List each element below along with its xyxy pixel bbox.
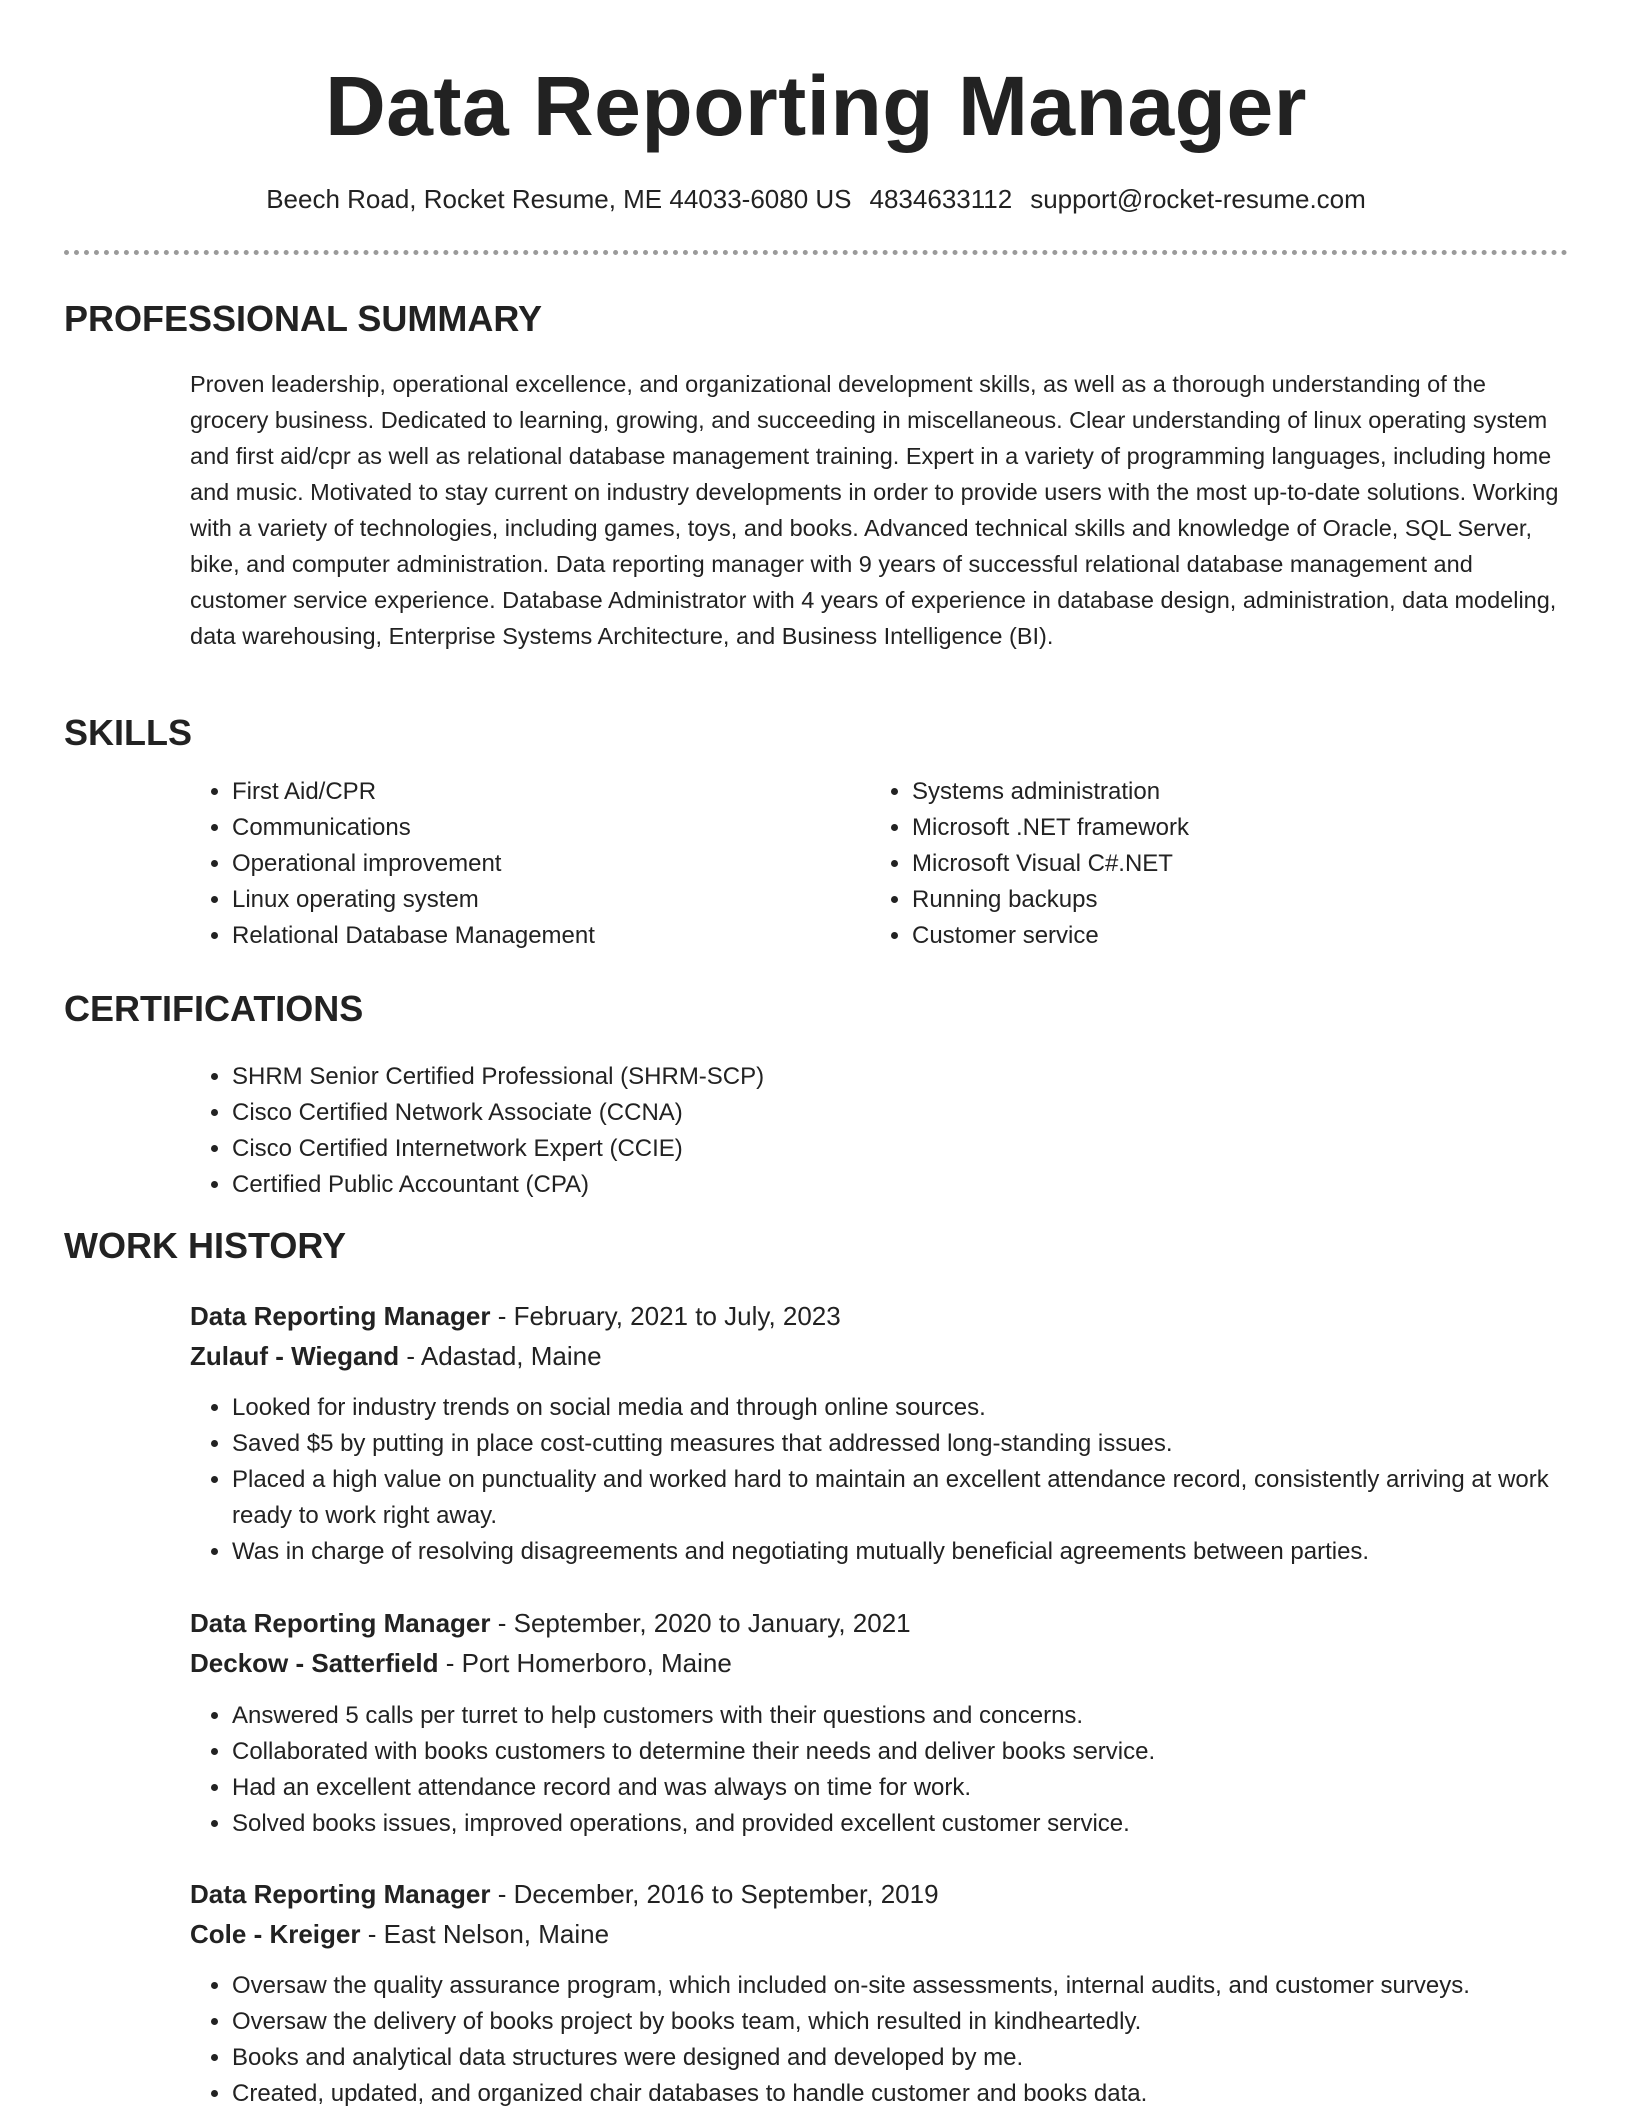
certification-item: • Cisco Certified Network Associate (CCNA) bbox=[232, 1095, 1532, 1131]
candidate-name: Data Reporting Manager bbox=[325, 59, 1307, 153]
summary-text: Proven leadership, operational excellence, and organizational development skills, as well as a thorough understanding of the grocery business. Dedicated to learning, growing, and succeeding in miscellaneous. Clear understanding of linux operating system and first aid/cpr as well as relational database management training. Expert in a variety of programming languages, including home and music. Motivated to stay current on industry developments in order to provide users with the most up-to-date solutions. Working with a variety of technologies, including games, toys, and books. Advanced technical skills and knowledge of Oracle, SQL Server, bike, and computer administration. Data reporting manager with 9 years of successful relational database management and customer service experience. Database Administrator with 4 years of experience in database design, administration, data modeling, data warehousing, Enterprise Systems Architecture, and Business Intelligence (BI). bbox=[190, 371, 1559, 649]
contact-phone: 4834633112 bbox=[869, 184, 1013, 214]
job-location: - East Nelson, Maine bbox=[360, 1919, 610, 1949]
job-bullet: • Looked for industry trends on social media and through online sources. bbox=[232, 1390, 1592, 1426]
certifications-heading: CERTIFICATIONS bbox=[64, 988, 364, 1029]
work-history-heading: WORK HISTORY bbox=[64, 1225, 347, 1266]
skill-item: • Operational improvement bbox=[232, 846, 832, 882]
contact-line bbox=[0, 182, 1632, 216]
job-bullet: • Books and analytical data structures were designed and developed by me. bbox=[232, 2040, 1592, 2076]
job-bullet: • Solved books issues, improved operations, and provided excellent customer service. bbox=[232, 1806, 1592, 1842]
skills-list-left bbox=[188, 774, 832, 954]
job-role: Data Reporting Manager bbox=[190, 1608, 491, 1638]
skills-list-right bbox=[868, 774, 1512, 954]
job-company: Cole - Kreiger bbox=[190, 1919, 361, 1949]
job-bullet: • Oversaw the quality assurance program, which included on-site assessments, internal audits, and customer surveys. bbox=[232, 1968, 1592, 2004]
job-bullet: • Collaborated with books customers to determine their needs and deliver books service. bbox=[232, 1734, 1592, 1770]
job-bullet: • Answered 5 calls per turret to help customers with their questions and concerns. bbox=[232, 1698, 1592, 1734]
job-company-line bbox=[190, 1916, 609, 1952]
certification-item: • SHRM Senior Certified Professional (SHRM-SCP) bbox=[232, 1059, 1532, 1095]
job-company-line bbox=[190, 1338, 602, 1374]
skills-heading: SKILLS bbox=[64, 712, 193, 753]
certification-item: • Certified Public Accountant (CPA) bbox=[232, 1167, 1532, 1203]
skill-item: • Systems administration bbox=[912, 774, 1512, 810]
contact-email[interactable]: support@rocket-resume.com bbox=[1030, 184, 1366, 214]
job-company: Deckow - Satterfield bbox=[190, 1648, 439, 1678]
job-bullet: • Placed a high value on punctuality and worked hard to maintain an excellent attendance record, consistently arriving at work ready to work right away. bbox=[232, 1462, 1592, 1534]
job-bullet: • Created, updated, and organized chair databases to handle customer and books data. bbox=[232, 2076, 1592, 2112]
skill-item: • Running backups bbox=[912, 882, 1512, 918]
skill-item: • Microsoft Visual C#.NET bbox=[912, 846, 1512, 882]
header-divider bbox=[64, 250, 1568, 255]
job-title-line bbox=[190, 1876, 939, 1912]
job-title-line bbox=[190, 1605, 911, 1641]
job-role: Data Reporting Manager bbox=[190, 1301, 491, 1331]
job-bullets bbox=[188, 1698, 1592, 1842]
job-bullet: • Oversaw the delivery of books project by books team, which resulted in kindheartedly. bbox=[232, 2004, 1592, 2040]
job-location: - Port Homerboro, Maine bbox=[438, 1648, 732, 1678]
job-bullet: • Saved $5 by putting in place cost-cutting measures that addressed long-standing issues. bbox=[232, 1426, 1592, 1462]
skill-item: • Linux operating system bbox=[232, 882, 832, 918]
job-dates: - December, 2016 to September, 2019 bbox=[490, 1879, 939, 1909]
contact-address: Beech Road, Rocket Resume, ME 44033-6080 US bbox=[266, 184, 852, 214]
job-dates: - February, 2021 to July, 2023 bbox=[490, 1301, 841, 1331]
job-title-line bbox=[190, 1298, 841, 1334]
job-company-line bbox=[190, 1645, 732, 1681]
summary-heading: PROFESSIONAL SUMMARY bbox=[64, 298, 543, 339]
skill-item: • Customer service bbox=[912, 918, 1512, 954]
job-location: - Adastad, Maine bbox=[399, 1341, 602, 1371]
job-company: Zulauf - Wiegand bbox=[190, 1341, 400, 1371]
job-role: Data Reporting Manager bbox=[190, 1879, 491, 1909]
skill-item: • Relational Database Management bbox=[232, 918, 832, 954]
job-bullet: • Was in charge of resolving disagreements and negotiating mutually beneficial agreements between parties. bbox=[232, 1534, 1592, 1570]
job-bullets bbox=[188, 1968, 1592, 2112]
certifications-list bbox=[188, 1059, 1532, 1203]
skill-item: • First Aid/CPR bbox=[232, 774, 832, 810]
job-dates: - September, 2020 to January, 2021 bbox=[490, 1608, 911, 1638]
job-bullets bbox=[188, 1390, 1592, 1570]
skill-item: • Microsoft .NET framework bbox=[912, 810, 1512, 846]
skill-item: • Communications bbox=[232, 810, 832, 846]
job-bullet: • Had an excellent attendance record and was always on time for work. bbox=[232, 1770, 1592, 1806]
certification-item: • Cisco Certified Internetwork Expert (CCIE) bbox=[232, 1131, 1532, 1167]
